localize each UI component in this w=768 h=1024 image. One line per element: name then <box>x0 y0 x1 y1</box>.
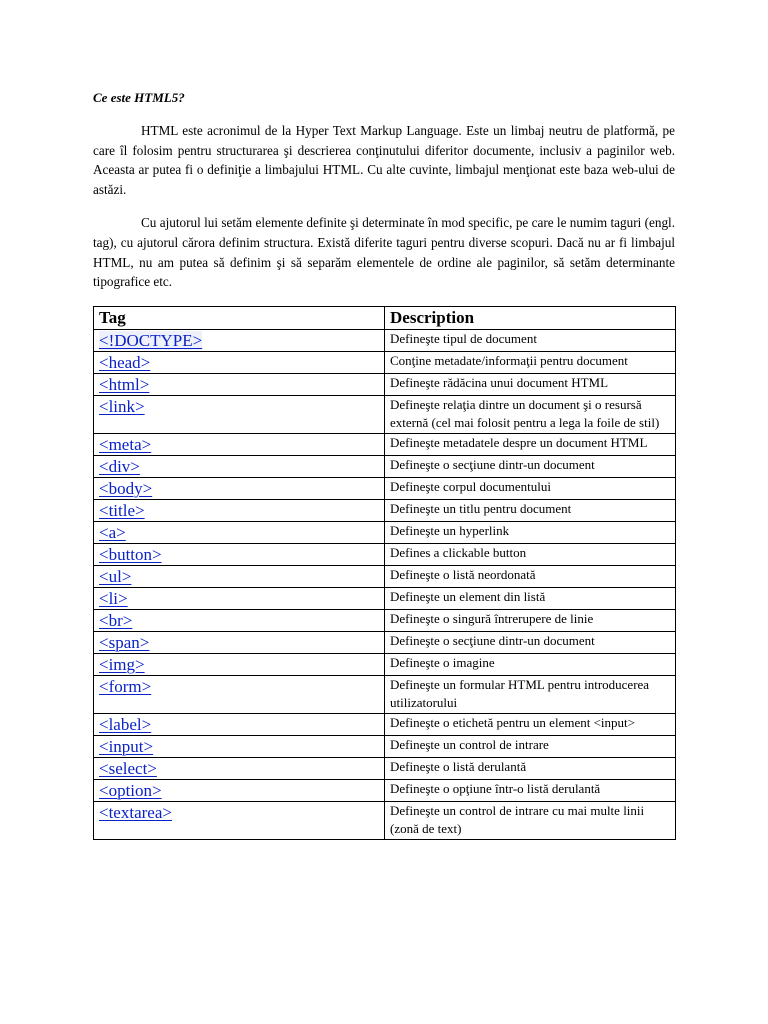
tag-cell <box>94 757 385 779</box>
tag-cell <box>94 499 385 521</box>
tag-cell <box>94 565 385 587</box>
table-body <box>94 329 676 839</box>
tag-link[interactable]: <head> <box>99 352 151 372</box>
tag-link[interactable]: <textarea> <box>99 802 172 822</box>
table-row <box>94 653 676 675</box>
table-row <box>94 373 676 395</box>
description-cell: Defineşte corpul documentului <box>385 477 676 499</box>
table-row <box>94 713 676 735</box>
description-cell: Defineşte rădăcina unui document HTML <box>385 373 676 395</box>
table-row <box>94 329 676 351</box>
intro-paragraph: HTML este acronimul de la Hyper Text Markup Language. Este un limbaj neutru de platformă, pe care îl folosim pentru structurarea şi descrierea conţinutului diferitor documente, inclusiv a paginilor web. Aceasta ar putea fi o definiţie a limbajului HTML. Cu alte cuvinte, limbajul menţionat este baza web-ului de astăzi. <box>93 123 675 197</box>
description-cell: Defineşte un element din listă <box>385 587 676 609</box>
description-cell: Defineşte o opţiune într-o listă derulantă <box>385 779 676 801</box>
tag-cell <box>94 351 385 373</box>
tag-cell <box>94 477 385 499</box>
tag-cell <box>94 329 385 351</box>
tag-link[interactable]: <div> <box>99 456 140 476</box>
header-description: Description <box>385 306 676 329</box>
tag-cell <box>94 735 385 757</box>
description-cell: Defineşte un hyperlink <box>385 521 676 543</box>
description-cell: Defineşte un control de intrare cu mai multe linii (zonă de text) <box>385 801 676 839</box>
header-tag: Tag <box>94 306 385 329</box>
table-row <box>94 477 676 499</box>
tag-cell <box>94 631 385 653</box>
table-row <box>94 631 676 653</box>
tag-link[interactable]: <html> <box>99 374 150 394</box>
tag-cell <box>94 675 385 713</box>
table-row <box>94 801 676 839</box>
tag-cell <box>94 779 385 801</box>
description-cell: Defineşte o secţiune dintr-un document <box>385 631 676 653</box>
table-row <box>94 395 676 433</box>
tag-link[interactable]: <select> <box>99 758 157 778</box>
tag-cell <box>94 373 385 395</box>
tag-link[interactable]: <a> <box>99 522 126 542</box>
description-cell: Defineşte un titlu pentru document <box>385 499 676 521</box>
document-title: Ce este HTML5? <box>93 90 185 105</box>
table-row <box>94 499 676 521</box>
tag-link[interactable]: <span> <box>99 632 150 652</box>
description-cell: Defineşte o etichetă pentru un element <input> <box>385 713 676 735</box>
table-row <box>94 587 676 609</box>
table-row <box>94 543 676 565</box>
tag-cell <box>94 455 385 477</box>
tag-link[interactable]: <ul> <box>99 566 132 586</box>
description-cell: Defineşte un formular HTML pentru introducerea utilizatorului <box>385 675 676 713</box>
description-cell: Defineşte relaţia dintre un document şi o resursă externă (cel mai folosit pentru a lega la foile de stil) <box>385 395 676 433</box>
tag-cell <box>94 609 385 631</box>
table-row <box>94 433 676 455</box>
description-cell: Defineşte o secţiune dintr-un document <box>385 455 676 477</box>
description-cell: Defines a clickable button <box>385 543 676 565</box>
tag-link[interactable]: <option> <box>99 780 162 800</box>
tag-cell <box>94 587 385 609</box>
table-row <box>94 521 676 543</box>
tag-cell <box>94 395 385 433</box>
table-row <box>94 757 676 779</box>
tag-link[interactable]: <body> <box>99 478 153 498</box>
tag-link[interactable]: <button> <box>99 544 162 564</box>
tag-link[interactable]: <!DOCTYPE> <box>99 330 203 350</box>
tag-link[interactable]: <link> <box>99 396 145 416</box>
table-row <box>94 565 676 587</box>
tag-cell <box>94 543 385 565</box>
table-row <box>94 609 676 631</box>
tag-cell <box>94 653 385 675</box>
description-cell: Defineşte o listă neordonată <box>385 565 676 587</box>
description-cell: Defineşte o imagine <box>385 653 676 675</box>
tag-link[interactable]: <li> <box>99 588 128 608</box>
tags-paragraph: Cu ajutorul lui setăm elemente definite şi determinate în mod specific, pe care le numim taguri (engl. tag), cu ajutorul cărora definim structura. Există diferite taguri pentru diverse scopuri. Dacă nu ar fi limbajul HTML, nu am putea să definim şi să separăm elementele de ordine ale paginilor, să setăm determinante tipografice etc. <box>93 215 675 290</box>
tag-link[interactable]: <label> <box>99 714 152 734</box>
table-row <box>94 351 676 373</box>
description-cell: Defineşte tipul de document <box>385 329 676 351</box>
tag-link[interactable]: <br> <box>99 610 133 630</box>
table-header-row <box>94 306 676 329</box>
description-cell: Conţine metadate/informaţii pentru document <box>385 351 676 373</box>
table-row <box>94 675 676 713</box>
tags-table <box>93 306 676 840</box>
table-row <box>94 779 676 801</box>
tag-link[interactable]: <meta> <box>99 434 152 454</box>
tag-cell <box>94 521 385 543</box>
tag-link[interactable]: <title> <box>99 500 145 520</box>
tag-link[interactable]: <input> <box>99 736 154 756</box>
description-cell: Defineşte o listă derulantă <box>385 757 676 779</box>
tag-link[interactable]: <img> <box>99 654 145 674</box>
table-row <box>94 455 676 477</box>
description-cell: Defineşte o singură întrerupere de linie <box>385 609 676 631</box>
tag-cell <box>94 713 385 735</box>
description-cell: Defineşte metadatele despre un document HTML <box>385 433 676 455</box>
tag-link[interactable]: <form> <box>99 676 152 696</box>
description-cell: Defineşte un control de intrare <box>385 735 676 757</box>
document-page <box>93 88 675 840</box>
tag-cell <box>94 801 385 839</box>
tag-cell <box>94 433 385 455</box>
table-row <box>94 735 676 757</box>
